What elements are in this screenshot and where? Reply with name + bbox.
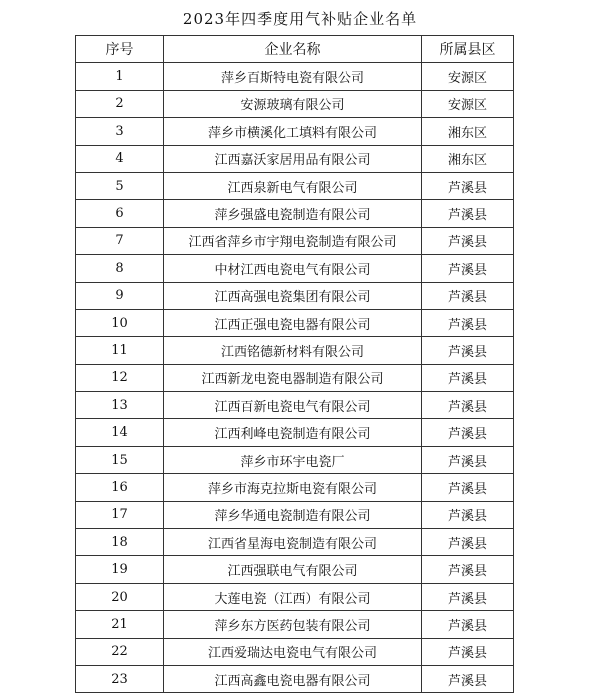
row-company-name: 中材江西电瓷电气有限公司 [164,255,422,282]
row-county: 芦溪县 [422,583,514,610]
row-county: 安源区 [422,63,514,90]
row-county: 芦溪县 [422,309,514,336]
row-county: 湘东区 [422,145,514,172]
row-company-name: 江西铭德新材料有限公司 [164,337,422,364]
row-seq: 12 [76,364,164,391]
row-company-name: 江西百新电瓷电气有限公司 [164,392,422,419]
row-county: 芦溪县 [422,282,514,309]
row-seq: 9 [76,282,164,309]
row-seq: 19 [76,556,164,583]
table-row [76,118,514,145]
row-county: 芦溪县 [422,227,514,254]
row-county: 芦溪县 [422,172,514,199]
row-company-name: 萍乡百斯特电瓷有限公司 [164,63,422,90]
table-row [76,583,514,610]
row-county: 湘东区 [422,118,514,145]
row-county: 芦溪县 [422,501,514,528]
row-seq: 7 [76,227,164,254]
row-county: 芦溪县 [422,200,514,227]
row-county: 芦溪县 [422,474,514,501]
table-row [76,200,514,227]
row-county: 芦溪县 [422,556,514,583]
row-county: 芦溪县 [422,364,514,391]
row-county: 芦溪县 [422,611,514,638]
row-company-name: 江西嘉沃家居用品有限公司 [164,145,422,172]
company-table [75,35,514,693]
row-county: 芦溪县 [422,419,514,446]
table-row [76,611,514,638]
table-row [76,255,514,282]
table-row [76,446,514,473]
header-seq: 序号 [76,36,164,63]
row-company-name: 江西高强电瓷集团有限公司 [164,282,422,309]
table-row [76,419,514,446]
row-county: 安源区 [422,90,514,117]
row-company-name: 江西省星海电瓷制造有限公司 [164,529,422,556]
row-county: 芦溪县 [422,529,514,556]
row-company-name: 江西爱瑞达电瓷电气有限公司 [164,638,422,665]
row-seq: 10 [76,309,164,336]
table-row [76,227,514,254]
table-row [76,145,514,172]
row-seq: 23 [76,665,164,692]
row-seq: 15 [76,446,164,473]
header-county: 所属县区 [422,36,514,63]
row-seq: 8 [76,255,164,282]
row-company-name: 萍乡市环宇电瓷厂 [164,446,422,473]
table-row [76,529,514,556]
row-county: 芦溪县 [422,446,514,473]
row-seq: 20 [76,583,164,610]
row-seq: 2 [76,90,164,117]
table-row [76,63,514,90]
row-county: 芦溪县 [422,337,514,364]
row-seq: 6 [76,200,164,227]
row-county: 芦溪县 [422,392,514,419]
row-company-name: 萍乡强盛电瓷制造有限公司 [164,200,422,227]
row-seq: 14 [76,419,164,446]
row-company-name: 江西高鑫电瓷电器有限公司 [164,665,422,692]
table-row [76,337,514,364]
table-row [76,638,514,665]
row-company-name: 江西省萍乡市宇翔电瓷制造有限公司 [164,227,422,254]
row-company-name: 萍乡华通电瓷制造有限公司 [164,501,422,528]
row-company-name: 安源玻璃有限公司 [164,90,422,117]
row-company-name: 江西强联电气有限公司 [164,556,422,583]
row-company-name: 萍乡市海克拉斯电瓷有限公司 [164,474,422,501]
row-seq: 16 [76,474,164,501]
header-company-name: 企业名称 [164,36,422,63]
table-row [76,90,514,117]
row-company-name: 江西泉新电气有限公司 [164,172,422,199]
row-seq: 1 [76,63,164,90]
row-seq: 4 [76,145,164,172]
table-row [76,474,514,501]
page-title: 2023年四季度用气补贴企业名单 [182,10,418,28]
row-company-name: 萍乡东方医药包装有限公司 [164,611,422,638]
row-seq: 17 [76,501,164,528]
row-company-name: 大莲电瓷（江西）有限公司 [164,583,422,610]
row-seq: 21 [76,611,164,638]
row-seq: 3 [76,118,164,145]
row-seq: 5 [76,172,164,199]
table-row [76,392,514,419]
row-seq: 18 [76,529,164,556]
row-company-name: 萍乡市横溪化工填料有限公司 [164,118,422,145]
row-seq: 11 [76,337,164,364]
table-header-row [76,36,514,63]
table-row [76,364,514,391]
table-row [76,282,514,309]
row-seq: 13 [76,392,164,419]
table-row [76,556,514,583]
row-county: 芦溪县 [422,665,514,692]
row-company-name: 江西正强电瓷电器有限公司 [164,309,422,336]
row-company-name: 江西利峰电瓷制造有限公司 [164,419,422,446]
row-company-name: 江西新龙电瓷电器制造有限公司 [164,364,422,391]
row-seq: 22 [76,638,164,665]
table-row [76,501,514,528]
table-row [76,309,514,336]
table-row [76,665,514,692]
row-county: 芦溪县 [422,638,514,665]
table-row [76,172,514,199]
row-county: 芦溪县 [422,255,514,282]
